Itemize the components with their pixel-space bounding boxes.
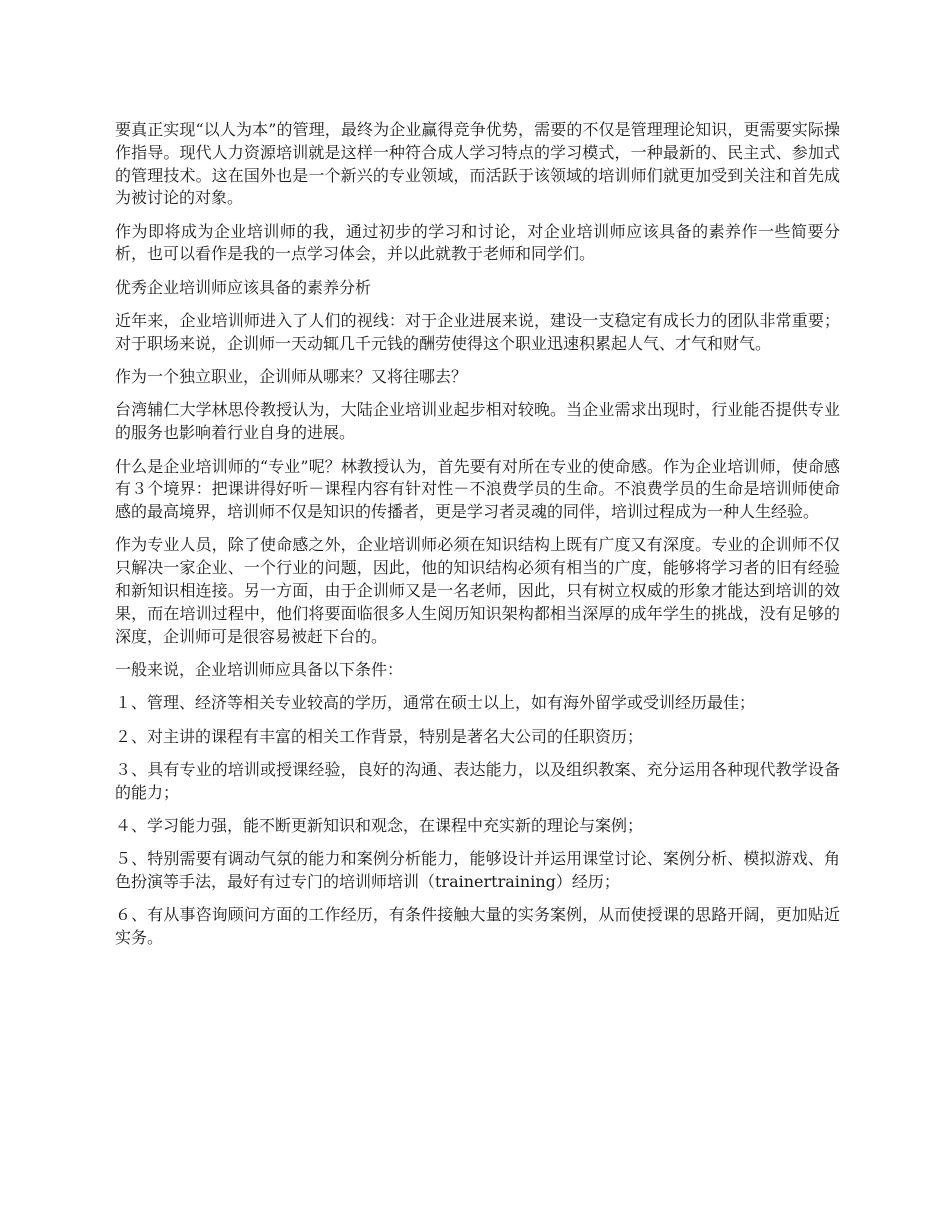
section-heading: 优秀企业培训师应该具备的素养分析 [115,277,372,297]
document-body [115,119,840,960]
condition-item-2: ２、对主讲的课程有丰富的相关工作背景，特别是著名大公司的任职资历； [115,726,644,746]
question-paragraph: 作为一个独立职业，企训师从哪来？又将往哪去？ [115,367,468,387]
mission-paragraph: 什么是企业培训师的“专业”呢？林教授认为，首先要有对所在专业的使命感。作为企业培训师，使命感有３个境界：把课讲得好听－课程内容有针对性－不浪费学员的生命。不浪费学员的生命是培训师使命感的最高境界，培训师不仅是知识的传播者，更是学习者灵魂的同伴，培训过程成为一种人生经验。 [115,456,840,522]
context-paragraph: 近年来，企业培训师进入了人们的视线：对于企业进展来说，建设一支稳定有成长力的团队非常重要；对于职场来说，企训师一天动辄几千元钱的酬劳使得这个职业迅速积累起人气、才气和财气。 [115,311,840,353]
professor-view-paragraph: 台湾辅仁大学林思伶教授认为，大陆企业培训业起步相对较晚。当企业需求出现时，行业能否提供专业的服务也影响着行业自身的进展。 [115,400,840,443]
knowledge-paragraph: 作为专业人员，除了使命感之外，企业培训师必须在知识结构上既有广度又有深度。专业的企训师不仅只解决一家企业、一个行业的问题，因此，他的知识结构必须有相当的广度，能够将学习者的旧有经验和新知识相连接。另一方面，由于企训师又是一名老师，因此，只有树立权威的形象才能达到培训的效果，而在培训过程中，他们将要面临很多人生阅历知识架构都相当深厚的成年学生的挑战，没有足够的深度，企训师可是很容易被赶下台的。 [115,535,840,646]
conditions-intro: 一般来说，企业培训师应具备以下条件： [115,659,404,679]
condition-item-5: ５、特别需要有调动气氛的能力和案例分析能力，能够设计并运用课堂讨论、案例分析、模拟游戏、角色扮演等手法，最好有过专门的培训师培训（trainertraining）经历； [115,849,840,892]
purpose-paragraph: 作为即将成为企业培训师的我，通过初步的学习和讨论，对企业培训师应该具备的素养作一些简要分析，也可以看作是我的一点学习体会，并以此就教于老师和同学们。 [115,221,840,264]
condition-item-6: ６、有从事咨询顾问方面的工作经历，有条件接触大量的实务案例，从而使授课的思路开阔，更加贴近实务。 [115,905,840,948]
condition-item-3: ３、具有专业的培训或授课经验，良好的沟通、表达能力，以及组织教案、充分运用各种现代教学设备的能力； [115,759,840,802]
condition-item-4: ４、学习能力强，能不断更新知识和观念，在课程中充实新的理论与案例； [115,815,644,835]
condition-item-1: １、管理、经济等相关专业较高的学历，通常在硕士以上，如有海外留学或受训经历最佳； [115,693,756,713]
intro-paragraph: 要真正实现“以人为本”的管理，最终为企业赢得竞争优势，需要的不仅是管理理论知识，更需要实际操作指导。现代人力资源培训就是这样一种符合成人学习特点的学习模式，一种最新的、民主式、参加式的管理技术。这在国外也是一个新兴的专业领域，而活跃于该领域的培训师们就更加受到关注和首先成为被讨论的对象。 [115,120,840,208]
